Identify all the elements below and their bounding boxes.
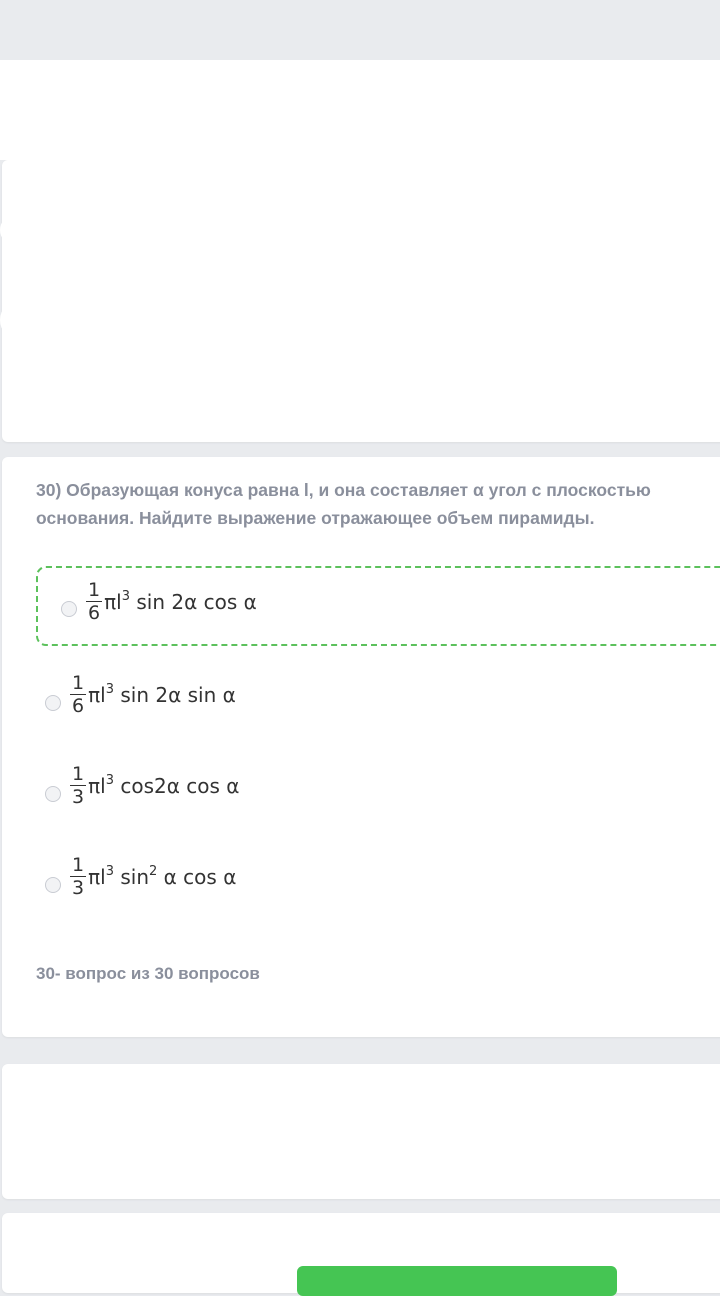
redaction-scribble [0, 60, 720, 160]
redaction-scribble [0, 215, 720, 245]
question-progress: 30- вопрос из 30 вопросов [36, 964, 260, 983]
fraction: $\frac{1}{6}$ [88, 579, 101, 624]
redaction-scribble [0, 300, 720, 340]
fraction: $\frac{1}{3}$ [72, 763, 85, 808]
radio-option-2[interactable] [45, 695, 61, 711]
formula-option-1: $\frac{1}{6}$ $\pi l^3$ sin 2α cos α [88, 579, 257, 624]
question-text: 30) Образующая конуса равна l, и она составляет α угол с плоскостью основания. Найдите выражение отражающее объем пирамиды. [36, 480, 651, 528]
radio-option-4[interactable] [45, 877, 61, 893]
formula-option-3: $\frac{1}{3}$ $\pi l^3$ cos2α cos α [72, 763, 240, 808]
fraction: $\frac{1}{6}$ [72, 672, 85, 717]
submit-button[interactable] [297, 1266, 617, 1296]
fraction: $\frac{1}{3}$ [72, 854, 85, 899]
next-card [2, 1064, 720, 1199]
formula-option-4: $\frac{1}{3}$ $\pi l^3$ $\sin^2 \alpha$ cos α [72, 854, 237, 899]
formula-option-2: $\frac{1}{6}$ $\pi l^3$ sin 2α sin α [72, 672, 236, 717]
radio-option-1[interactable] [61, 601, 77, 617]
question-card [2, 457, 720, 1037]
radio-option-3[interactable] [45, 786, 61, 802]
